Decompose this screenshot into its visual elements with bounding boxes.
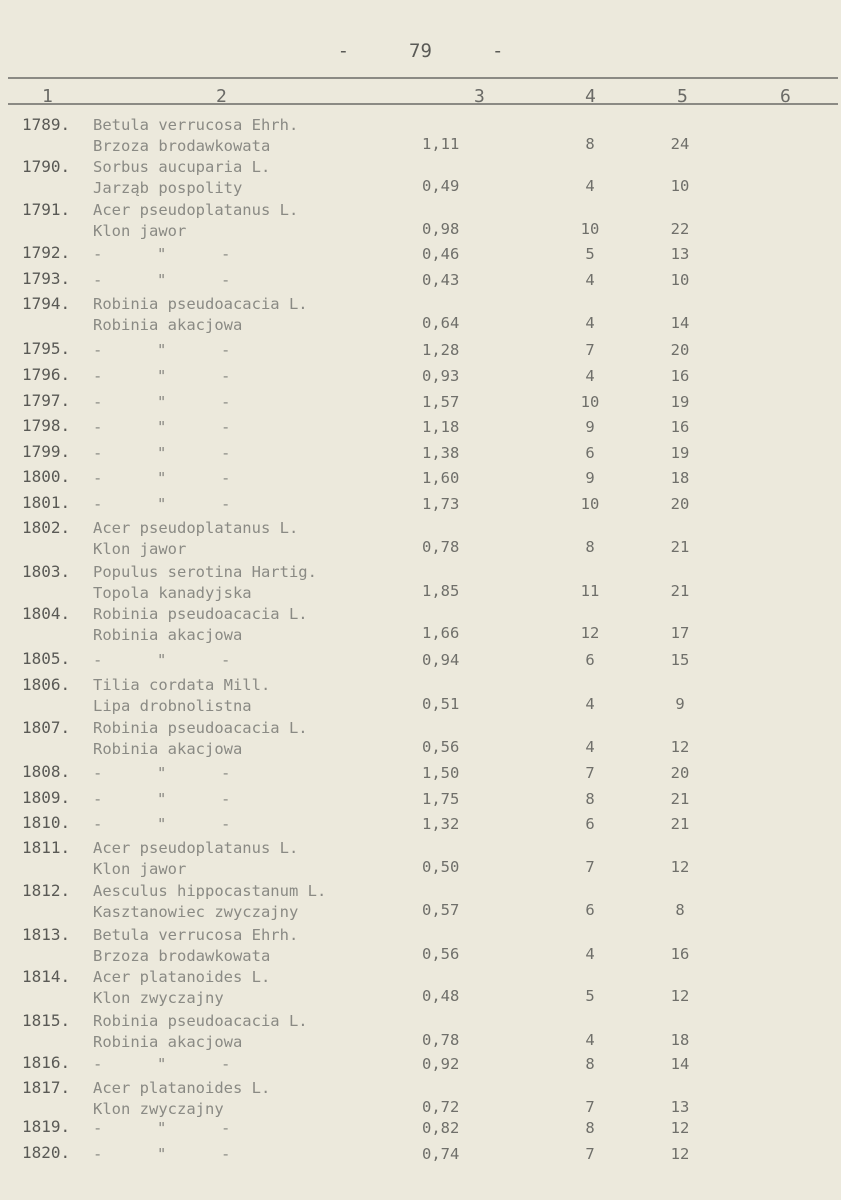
ditto-mark: - [93,790,103,808]
species-name [93,518,298,560]
entry-number: 1813. [22,925,71,944]
value-col-5: 22 [670,220,690,238]
value-col-5: 14 [670,1055,690,1073]
value-col-3: 0,50 [422,858,460,876]
column-header-4: 4 [585,86,596,107]
ditto-mark: - [93,469,103,487]
value-col-3: 1,60 [422,469,460,487]
value-col-3: 0,43 [422,271,460,289]
polish-name: Brzoza brodawkowata [93,137,271,155]
ditto-mark: " [157,444,167,462]
species-name [93,294,308,336]
value-col-4: 7 [585,341,595,359]
ditto-mark: " [157,367,167,385]
value-col-5: 12 [670,858,690,876]
ditto-mark: - [93,418,103,436]
ditto-mark: - [221,271,231,289]
value-col-5: 10 [670,271,690,289]
value-col-5: 21 [670,582,690,600]
value-col-5: 16 [670,367,690,385]
value-col-3: 0,49 [422,177,460,195]
entry-number: 1820. [22,1143,71,1162]
entry-number: 1810. [22,813,71,832]
polish-name: Robinia akacjowa [93,1033,243,1051]
latin-name: Robinia pseudoacacia L. [93,605,308,623]
value-col-5: 15 [670,651,690,669]
page-number-dash-left: - [337,40,350,62]
ditto-mark: - [221,815,231,833]
ditto-mark: " [157,271,167,289]
value-col-4: 5 [585,245,595,263]
entry-number: 1791. [22,200,71,219]
entry-number: 1812. [22,881,71,900]
ditto-mark: - [221,764,231,782]
ditto-marks [93,1119,285,1137]
value-col-4: 8 [585,1055,595,1073]
value-col-5: 21 [670,538,690,556]
column-header-1: 1 [42,86,53,107]
ditto-mark: - [93,271,103,289]
entry-number: 1796. [22,365,71,384]
value-col-4: 7 [585,764,595,782]
value-col-5: 12 [670,738,690,756]
ditto-mark: " [157,341,167,359]
value-col-3: 0,78 [422,538,460,556]
value-col-3: 0,93 [422,367,460,385]
ditto-mark: - [221,444,231,462]
entry-number: 1807. [22,718,71,737]
ditto-mark: " [157,790,167,808]
entry-number: 1790. [22,157,71,176]
latin-name: Robinia pseudoacacia L. [93,1012,308,1030]
value-col-4: 6 [585,444,595,462]
entry-number: 1793. [22,269,71,288]
value-col-4: 10 [580,495,600,513]
entry-number: 1792. [22,243,71,262]
ditto-marks [93,245,285,263]
ditto-mark: - [93,367,103,385]
latin-name: Aesculus hippocastanum L. [93,882,327,900]
ditto-marks [93,469,285,487]
ditto-mark: " [157,651,167,669]
ditto-mark: - [93,815,103,833]
page-number: 79 [409,40,432,62]
polish-name: Klon zwyczajny [93,989,224,1007]
species-name [93,1078,270,1120]
entry-number: 1795. [22,339,71,358]
polish-name: Topola kanadyjska [93,584,252,602]
value-col-4: 4 [585,271,595,289]
value-col-3: 1,11 [422,135,460,153]
value-col-4: 4 [585,314,595,332]
species-name [93,925,298,967]
value-col-3: 0,46 [422,245,460,263]
value-col-5: 24 [670,135,690,153]
ditto-marks [93,444,285,462]
ditto-mark: " [157,469,167,487]
polish-name: Robinia akacjowa [93,740,243,758]
ditto-mark: - [93,393,103,411]
polish-name: Jarząb pospolity [93,179,243,197]
value-col-4: 6 [585,815,595,833]
value-col-4: 4 [585,177,595,195]
entry-number: 1816. [22,1053,71,1072]
ditto-mark: " [157,815,167,833]
column-header-6: 6 [780,86,791,107]
species-name [93,157,270,199]
value-col-3: 0,64 [422,314,460,332]
value-col-4: 4 [585,945,595,963]
ditto-mark: - [221,393,231,411]
species-name [93,967,270,1009]
ditto-marks [93,418,285,436]
value-col-4: 6 [585,651,595,669]
ditto-mark: - [221,1055,231,1073]
value-col-5: 14 [670,314,690,332]
value-col-3: 1,57 [422,393,460,411]
species-name [93,115,298,157]
ditto-mark: - [221,341,231,359]
polish-name: Klon jawor [93,860,187,878]
entry-number: 1806. [22,675,71,694]
ditto-mark: - [93,1145,103,1163]
species-name [93,200,298,242]
header-rule-bottom [8,103,838,105]
value-col-5: 10 [670,177,690,195]
ditto-marks [93,495,285,513]
value-col-3: 0,94 [422,651,460,669]
ditto-mark: " [157,418,167,436]
value-col-4: 4 [585,1031,595,1049]
species-name [93,881,326,923]
value-col-3: 1,28 [422,341,460,359]
entry-number: 1805. [22,649,71,668]
ditto-mark: " [157,393,167,411]
value-col-5: 19 [670,393,690,411]
value-col-4: 8 [585,135,595,153]
value-col-4: 5 [585,987,595,1005]
value-col-5: 13 [670,245,690,263]
latin-name: Acer platanoides L. [93,1079,271,1097]
entry-number: 1802. [22,518,71,537]
ditto-mark: - [93,495,103,513]
entry-number: 1804. [22,604,71,623]
value-col-4: 8 [585,790,595,808]
entry-number: 1809. [22,788,71,807]
value-col-4: 4 [585,367,595,385]
value-col-5: 19 [670,444,690,462]
value-col-4: 4 [585,738,595,756]
value-col-3: 1,75 [422,790,460,808]
value-col-5: 12 [670,1119,690,1137]
value-col-4: 7 [585,1145,595,1163]
ditto-mark: - [93,245,103,263]
value-col-4: 12 [580,624,600,642]
value-col-3: 0,48 [422,987,460,1005]
value-col-4: 6 [585,901,595,919]
species-name [93,562,317,604]
ditto-mark: - [93,444,103,462]
entry-number: 1801. [22,493,71,512]
entry-number: 1817. [22,1078,71,1097]
entry-number: 1800. [22,467,71,486]
ditto-marks [93,367,285,385]
latin-name: Sorbus aucuparia L. [93,158,271,176]
ditto-marks [93,271,285,289]
value-col-3: 0,51 [422,695,460,713]
latin-name: Acer platanoides L. [93,968,271,986]
ditto-marks [93,790,285,808]
column-header-2: 2 [216,86,227,107]
ditto-marks [93,1145,285,1163]
value-col-3: 1,66 [422,624,460,642]
value-col-4: 9 [585,469,595,487]
ditto-mark: - [93,764,103,782]
value-col-3: 0,92 [422,1055,460,1073]
value-col-3: 0,57 [422,901,460,919]
value-col-3: 0,72 [422,1098,460,1116]
latin-name: Betula verrucosa Ehrh. [93,116,299,134]
species-name [93,838,298,880]
ditto-mark: " [157,1055,167,1073]
ditto-marks [93,1055,285,1073]
ditto-mark: - [93,1119,103,1137]
value-col-3: 1,73 [422,495,460,513]
value-col-5: 20 [670,341,690,359]
value-col-3: 0,74 [422,1145,460,1163]
ditto-mark: " [157,245,167,263]
value-col-3: 0,56 [422,945,460,963]
value-col-4: 4 [585,695,595,713]
ditto-mark: - [221,1119,231,1137]
value-col-3: 1,18 [422,418,460,436]
ditto-mark: - [221,790,231,808]
page-number-line [0,40,841,62]
ditto-mark: - [93,1055,103,1073]
latin-name: Acer pseudoplatanus L. [93,201,299,219]
latin-name: Acer pseudoplatanus L. [93,839,299,857]
ditto-mark: " [157,764,167,782]
value-col-5: 16 [670,418,690,436]
value-col-4: 7 [585,1098,595,1116]
entry-number: 1798. [22,416,71,435]
entry-number: 1789. [22,115,71,134]
value-col-3: 0,98 [422,220,460,238]
page-number-dash-right: - [491,40,504,62]
ditto-marks [93,815,285,833]
value-col-3: 1,38 [422,444,460,462]
ditto-mark: " [157,495,167,513]
polish-name: Klon jawor [93,222,187,240]
entry-number: 1799. [22,442,71,461]
polish-name: Klon jawor [93,540,187,558]
ditto-marks [93,651,285,669]
value-col-5: 12 [670,1145,690,1163]
column-header-5: 5 [677,86,688,107]
ditto-mark: - [93,651,103,669]
value-col-4: 7 [585,858,595,876]
value-col-5: 21 [670,815,690,833]
polish-name: Kasztanowiec zwyczajny [93,903,299,921]
species-name [93,1011,308,1053]
entry-number: 1803. [22,562,71,581]
value-col-5: 20 [670,495,690,513]
value-col-4: 11 [580,582,600,600]
value-col-3: 0,78 [422,1031,460,1049]
entry-number: 1794. [22,294,71,313]
value-col-3: 0,56 [422,738,460,756]
value-col-4: 10 [580,220,600,238]
value-col-3: 1,85 [422,582,460,600]
value-col-3: 1,50 [422,764,460,782]
ditto-marks [93,341,285,359]
ditto-mark: - [93,341,103,359]
value-col-5: 18 [670,469,690,487]
entry-number: 1808. [22,762,71,781]
value-col-5: 18 [670,1031,690,1049]
polish-name: Robinia akacjowa [93,626,243,644]
latin-name: Robinia pseudoacacia L. [93,719,308,737]
value-col-5: 16 [670,945,690,963]
value-col-5: 20 [670,764,690,782]
ditto-mark: - [221,651,231,669]
value-col-5: 21 [670,790,690,808]
latin-name: Populus serotina Hartig. [93,563,317,581]
ditto-mark: " [157,1119,167,1137]
ditto-marks [93,393,285,411]
header-rule-top [8,77,838,79]
ditto-mark: - [221,469,231,487]
ditto-mark: - [221,1145,231,1163]
species-name [93,604,308,646]
value-col-4: 8 [585,538,595,556]
latin-name: Robinia pseudoacacia L. [93,295,308,313]
entry-number: 1815. [22,1011,71,1030]
ditto-mark: " [157,1145,167,1163]
value-col-5: 8 [675,901,685,919]
polish-name: Robinia akacjowa [93,316,243,334]
value-col-5: 17 [670,624,690,642]
ditto-marks [93,764,285,782]
latin-name: Acer pseudoplatanus L. [93,519,299,537]
value-col-4: 8 [585,1119,595,1137]
entry-number: 1814. [22,967,71,986]
value-col-4: 10 [580,393,600,411]
value-col-5: 9 [675,695,685,713]
value-col-3: 1,32 [422,815,460,833]
latin-name: Betula verrucosa Ehrh. [93,926,299,944]
ditto-mark: - [221,495,231,513]
value-col-3: 0,82 [422,1119,460,1137]
polish-name: Klon zwyczajny [93,1100,224,1118]
value-col-4: 9 [585,418,595,436]
polish-name: Lipa drobnolistna [93,697,252,715]
species-name [93,718,308,760]
latin-name: Tilia cordata Mill. [93,676,271,694]
entry-number: 1819. [22,1117,71,1136]
value-col-5: 12 [670,987,690,1005]
column-header-3: 3 [474,86,485,107]
entry-number: 1797. [22,391,71,410]
value-col-5: 13 [670,1098,690,1116]
species-name [93,675,270,717]
ditto-mark: - [221,367,231,385]
ditto-mark: - [221,245,231,263]
ditto-mark: - [221,418,231,436]
entry-number: 1811. [22,838,71,857]
polish-name: Brzoza brodawkowata [93,947,271,965]
